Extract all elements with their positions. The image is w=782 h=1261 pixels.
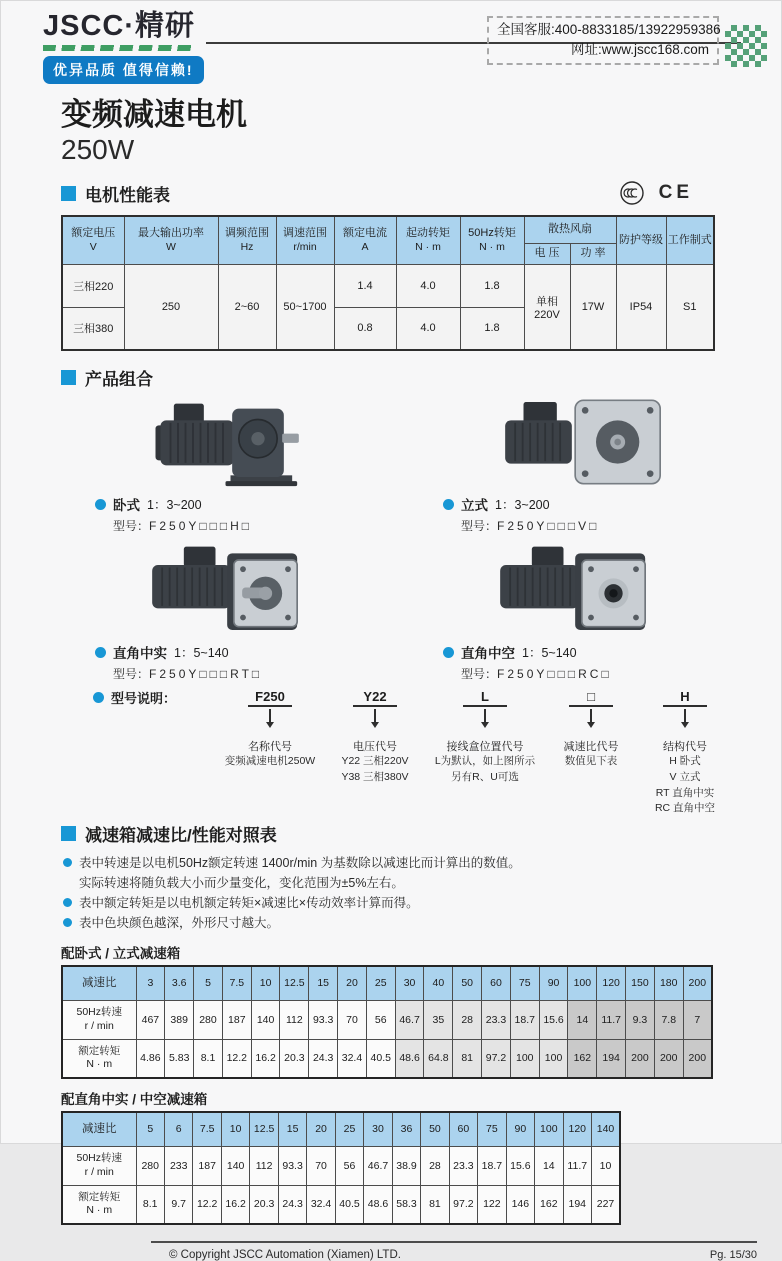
product-model	[461, 517, 741, 534]
speed-cell: 280	[194, 1000, 223, 1039]
model-code: F250Y□□□V□	[497, 519, 600, 534]
bullet-icon	[63, 898, 72, 907]
ratio-value-header: 15	[278, 1112, 306, 1146]
col-header-fan-voltage: 电 压	[524, 243, 570, 264]
product-name: 立式	[461, 498, 488, 514]
current-cell: 1.4	[334, 264, 396, 307]
section-square-icon	[61, 370, 76, 385]
torque-cell: 200	[654, 1039, 683, 1078]
section-square-icon	[61, 186, 76, 201]
down-arrow-icon	[269, 709, 271, 722]
page-title: 变频减速电机	[61, 97, 247, 132]
section-heading-ratio	[61, 821, 721, 846]
duty-cell: S1	[666, 264, 714, 350]
contact-box	[487, 16, 719, 65]
title-block	[61, 97, 781, 166]
model-label: 型号：	[461, 519, 498, 534]
torque-row-label: 额定转矩 N · m	[62, 1185, 136, 1224]
col-header-rated-current: 额定电流 A	[334, 216, 396, 264]
note-item: 表中额定转矩是以电机额定转矩×减速比×传动效率计算而得。	[63, 893, 781, 913]
torque-cell: 97.2	[449, 1185, 477, 1224]
torque-cell: 8.1	[136, 1185, 164, 1224]
bullet-icon	[443, 499, 454, 510]
ip-cell: IP54	[616, 264, 666, 350]
torque-cell: 16.2	[221, 1185, 249, 1224]
section-square-icon	[61, 826, 76, 841]
ratio-value-header: 60	[482, 966, 511, 1000]
col-header-voltage: 额定电压 V	[62, 216, 124, 264]
col-header-ip: 防护等级	[616, 216, 666, 264]
speed-cell: 187	[222, 1000, 251, 1039]
bullet-icon	[443, 647, 454, 658]
speed-cell: 15.6	[539, 1000, 568, 1039]
speed-cell: 93.3	[309, 1000, 338, 1039]
speed-cell: 280	[136, 1146, 164, 1185]
ratio-value-header: 12.5	[250, 1112, 278, 1146]
table-row	[62, 264, 714, 307]
ratio-value-header: 36	[392, 1112, 420, 1146]
ratio-value-header: 100	[568, 966, 597, 1000]
power-rating: 250W	[61, 133, 135, 165]
col-header-duty: 工作制式	[666, 216, 714, 264]
model-label: 型号：	[113, 667, 150, 682]
speed-row-label: 50Hz转速 r / min	[62, 1146, 136, 1185]
certification-marks	[619, 180, 721, 206]
ratio-row-label: 减速比	[62, 1112, 136, 1146]
ratio-value-header: 40	[424, 966, 453, 1000]
ratio-value-header: 3.6	[165, 966, 194, 1000]
logo-text: JSCC·精研	[43, 10, 196, 42]
speed-cell: 389	[165, 1000, 194, 1039]
speed-cell: 46.7	[395, 1000, 424, 1039]
product-name: 直角中空	[461, 646, 515, 662]
model-label: 型号：	[461, 667, 498, 682]
product-model	[113, 665, 393, 682]
ratio-value-header: 20	[307, 1112, 335, 1146]
right-angle-solid-gearmotor-image	[133, 540, 343, 640]
section-heading-products	[61, 365, 721, 390]
section-heading-performance	[61, 180, 721, 206]
product-card-horizontal	[71, 392, 393, 534]
speed-cell: 187	[193, 1146, 221, 1185]
performance-table	[61, 215, 715, 351]
speed-cell: 7	[683, 1000, 712, 1039]
ratio-value-header: 10	[251, 966, 280, 1000]
model-label: 型号：	[113, 519, 150, 534]
ratio-table-right-angle	[1, 1111, 781, 1225]
product-caption	[443, 642, 741, 662]
ratio-value-header: 120	[563, 1112, 591, 1146]
horizontal-gearmotor-image	[133, 392, 343, 492]
ratio-value-header: 3	[136, 966, 165, 1000]
torque-row-label: 额定转矩 N · m	[62, 1039, 136, 1078]
hotline-text: 全国客服:400-8833185/13922959386	[497, 22, 721, 37]
down-arrow-icon	[590, 709, 592, 722]
torque-cell: 48.6	[364, 1185, 392, 1224]
ratio-value-header: 60	[449, 1112, 477, 1146]
col-header-fan-power: 功 率	[570, 243, 616, 264]
product-model	[113, 517, 393, 534]
ratio-value-header: 20	[338, 966, 367, 1000]
speed-cell: 7.8	[654, 1000, 683, 1039]
speed-cell: 10	[592, 1146, 621, 1185]
page-number: Pg. 15/30	[709, 1249, 757, 1261]
ratio-value-header: 180	[654, 966, 683, 1000]
ratio-value-header: 150	[626, 966, 655, 1000]
torque-cell: 20.3	[280, 1039, 309, 1078]
start-torque-cell: 4.0	[396, 264, 460, 307]
torque-cell: 162	[568, 1039, 597, 1078]
col-header-speed-range: 调速范围 r/min	[276, 216, 334, 264]
bullet-icon	[63, 858, 72, 867]
copyright-text: © Copyright JSCC Automation (Xiamen) LTD.	[169, 1249, 401, 1261]
torque-cell: 9.7	[164, 1185, 192, 1224]
speed-cell: 14	[535, 1146, 563, 1185]
col-header-50hz-torque: 50Hz转矩 N · m	[460, 216, 524, 264]
ratio-value-header: 7.5	[193, 1112, 221, 1146]
note-item-continuation: 实际转速将随负载大小而少量变化，变化范围为±5%左右。	[79, 876, 404, 891]
ratio-value-header: 120	[597, 966, 626, 1000]
ratio-table-horizontal-vertical	[1, 965, 781, 1079]
down-arrow-icon	[684, 709, 686, 722]
torque-cell: 100	[510, 1039, 539, 1078]
torque-cell: 81	[421, 1185, 449, 1224]
torque-cell: 5.83	[165, 1039, 194, 1078]
ratio-value-header: 6	[164, 1112, 192, 1146]
col-header-fan-group: 散热风扇	[524, 216, 616, 243]
ratio-row-label: 减速比	[62, 966, 136, 1000]
speed-cell: 11.7	[563, 1146, 591, 1185]
torque-cell: 20.3	[250, 1185, 278, 1224]
ratio-value-header: 50	[421, 1112, 449, 1146]
ratio-table	[61, 965, 713, 1079]
speed-cell: 233	[164, 1146, 192, 1185]
product-card-vertical	[419, 392, 741, 534]
product-card-right-angle-hollow	[419, 540, 741, 682]
note-item: 表中转速是以电机50Hz额定转速 1400r/min 为基数除以减速比而计算出的数值。	[63, 853, 781, 873]
torque-cell: 12.2	[222, 1039, 251, 1078]
torque-cell: 32.4	[338, 1039, 367, 1078]
product-caption	[95, 494, 393, 514]
subheading-horizontal-vertical: 配卧式 / 立式减速箱	[61, 946, 181, 962]
product-ratio-range: 1：3~200	[147, 498, 202, 513]
brand-logo	[43, 11, 204, 84]
legend-label: 型号说明：	[93, 688, 211, 707]
speed-cell: 46.7	[364, 1146, 392, 1185]
page-header	[1, 1, 781, 89]
ce-mark-icon: CE	[658, 182, 693, 204]
notes-list	[63, 853, 781, 933]
ratio-value-header: 5	[194, 966, 223, 1000]
subheading-right-angle: 配直角中实 / 中空减速箱	[61, 1092, 208, 1108]
legend-col-name-code: F250 名称代号 变频减速电机250W	[224, 689, 316, 768]
section-title: 减速箱减速比/性能对照表	[85, 826, 277, 846]
speed-cell: 56	[335, 1146, 363, 1185]
current-cell: 0.8	[334, 307, 396, 350]
torque-cell: 146	[506, 1185, 534, 1224]
product-name: 直角中实	[113, 646, 167, 662]
max-power-cell: 250	[124, 264, 218, 350]
torque-cell: 4.86	[136, 1039, 165, 1078]
ratio-value-header: 30	[395, 966, 424, 1000]
torque-cell: 64.8	[424, 1039, 453, 1078]
torque-cell: 97.2	[482, 1039, 511, 1078]
torque-cell: 40.5	[335, 1185, 363, 1224]
speed-cell: 15.6	[506, 1146, 534, 1185]
ratio-value-header: 75	[478, 1112, 506, 1146]
speed-cell: 70	[338, 1000, 367, 1039]
speed-cell: 70	[307, 1146, 335, 1185]
torque-cell: 122	[478, 1185, 506, 1224]
legend-col-ratio-code: □ 减速比代号 数值见下表	[563, 689, 619, 768]
speed-row-label: 50Hz转速 r / min	[62, 1000, 136, 1039]
ratio-value-header: 100	[535, 1112, 563, 1146]
bullet-icon	[93, 692, 104, 703]
torque-cell: 200	[626, 1039, 655, 1078]
speed-cell: 112	[280, 1000, 309, 1039]
speed-cell: 23.3	[449, 1146, 477, 1185]
down-arrow-icon	[374, 709, 376, 722]
speed-cell: 28	[453, 1000, 482, 1039]
torque-cell: 81	[453, 1039, 482, 1078]
legend-col-terminal-box-code: L 接线盒位置代号 L为默认，如上图所示 另有R、U可选	[434, 689, 536, 783]
torque-cell: 58.3	[392, 1185, 420, 1224]
speed-cell: 467	[136, 1000, 165, 1039]
ratio-value-header: 25	[366, 966, 395, 1000]
ratio-value-header: 15	[309, 966, 338, 1000]
ccc-mark-icon	[619, 180, 645, 206]
torque-cell: 24.3	[278, 1185, 306, 1224]
ratio-value-header: 5	[136, 1112, 164, 1146]
ratio-value-header: 7.5	[222, 966, 251, 1000]
page-footer	[151, 1241, 757, 1261]
website-text: 网址:www.jscc168.com	[570, 42, 709, 57]
torque-cell: 194	[563, 1185, 591, 1224]
speed-cell: 18.7	[478, 1146, 506, 1185]
model-code-legend	[93, 688, 781, 817]
torque-cell: 8.1	[194, 1039, 223, 1078]
speed-cell: 93.3	[278, 1146, 306, 1185]
product-card-right-angle-solid	[71, 540, 393, 682]
down-arrow-icon	[484, 709, 486, 722]
right-angle-hollow-gearmotor-image	[481, 540, 691, 640]
speed-cell: 38.9	[392, 1146, 420, 1185]
torque-cell: 48.6	[395, 1039, 424, 1078]
green-dash-decor	[43, 45, 195, 51]
torque-cell: 227	[592, 1185, 621, 1224]
product-model	[461, 665, 741, 682]
ratio-value-header: 90	[506, 1112, 534, 1146]
ratio-value-header: 30	[364, 1112, 392, 1146]
speed-cell: 140	[251, 1000, 280, 1039]
product-caption	[95, 642, 393, 662]
fan-voltage-cell: 单相 220V	[524, 264, 570, 350]
torque-cell: 16.2	[251, 1039, 280, 1078]
speed-cell: 14	[568, 1000, 597, 1039]
torque-cell: 24.3	[309, 1039, 338, 1078]
section-title: 电机性能表	[85, 185, 170, 205]
model-code: F250Y□□□RT□	[149, 667, 263, 682]
ratio-value-header: 75	[510, 966, 539, 1000]
product-name: 卧式	[113, 498, 140, 514]
col-header-start-torque: 起动转矩 N · m	[396, 216, 460, 264]
ratio-value-header: 90	[539, 966, 568, 1000]
speed-cell: 18.7	[510, 1000, 539, 1039]
ratio-value-header: 12.5	[280, 966, 309, 1000]
legend-col-voltage-code: Y22 电压代号 Y22 三相220V Y38 三相380V	[341, 689, 409, 783]
torque-cell: 200	[683, 1039, 712, 1078]
torque-cell: 100	[539, 1039, 568, 1078]
speed-cell: 11.7	[597, 1000, 626, 1039]
speed-cell: 112	[250, 1146, 278, 1185]
voltage-cell: 三相380	[62, 307, 124, 350]
speed-cell: 28	[421, 1146, 449, 1185]
voltage-cell: 三相220	[62, 264, 124, 307]
torque-cell: 12.2	[193, 1185, 221, 1224]
product-ratio-range: 1：5~140	[522, 646, 577, 661]
ratio-value-header: 25	[335, 1112, 363, 1146]
col-header-freq-range: 调频范围 Hz	[218, 216, 276, 264]
speed-cell: 35	[424, 1000, 453, 1039]
speed-cell: 56	[366, 1000, 395, 1039]
legend-col-structure-code: H 结构代号 H 卧式 V 立式 RT 直角中实 RC 直角中空	[654, 689, 716, 815]
model-code: F250Y□□□RC□	[497, 667, 612, 682]
ratio-value-header: 50	[453, 966, 482, 1000]
note-item: 表中色块颜色越深，外形尺寸越大。	[63, 913, 781, 933]
torque50-cell: 1.8	[460, 264, 524, 307]
col-header-max-power: 最大输出功率 W	[124, 216, 218, 264]
speed-range-cell: 50~1700	[276, 264, 334, 350]
slogan-badge: 优异品质 值得信赖!	[43, 56, 204, 84]
bullet-icon	[95, 647, 106, 658]
start-torque-cell: 4.0	[396, 307, 460, 350]
bullet-icon	[63, 918, 72, 927]
torque-cell: 40.5	[366, 1039, 395, 1078]
ratio-value-header: 200	[683, 966, 712, 1000]
ratio-value-header: 10	[221, 1112, 249, 1146]
fan-power-cell: 17W	[570, 264, 616, 350]
freq-range-cell: 2~60	[218, 264, 276, 350]
torque-cell: 162	[535, 1185, 563, 1224]
section-title: 产品组合	[85, 370, 153, 390]
torque50-cell: 1.8	[460, 307, 524, 350]
speed-cell: 23.3	[482, 1000, 511, 1039]
speed-cell: 9.3	[626, 1000, 655, 1039]
checker-pattern-decor	[725, 25, 767, 67]
product-grid	[71, 392, 741, 682]
product-caption	[443, 494, 741, 514]
torque-cell: 32.4	[307, 1185, 335, 1224]
model-code: F250Y□□□H□	[149, 519, 253, 534]
ratio-value-header: 140	[592, 1112, 621, 1146]
product-ratio-range: 1：3~200	[495, 498, 550, 513]
torque-cell: 194	[597, 1039, 626, 1078]
bullet-icon	[95, 499, 106, 510]
vertical-gearmotor-image	[481, 392, 691, 492]
product-ratio-range: 1：5~140	[174, 646, 229, 661]
speed-cell: 140	[221, 1146, 249, 1185]
ratio-table	[61, 1111, 621, 1225]
